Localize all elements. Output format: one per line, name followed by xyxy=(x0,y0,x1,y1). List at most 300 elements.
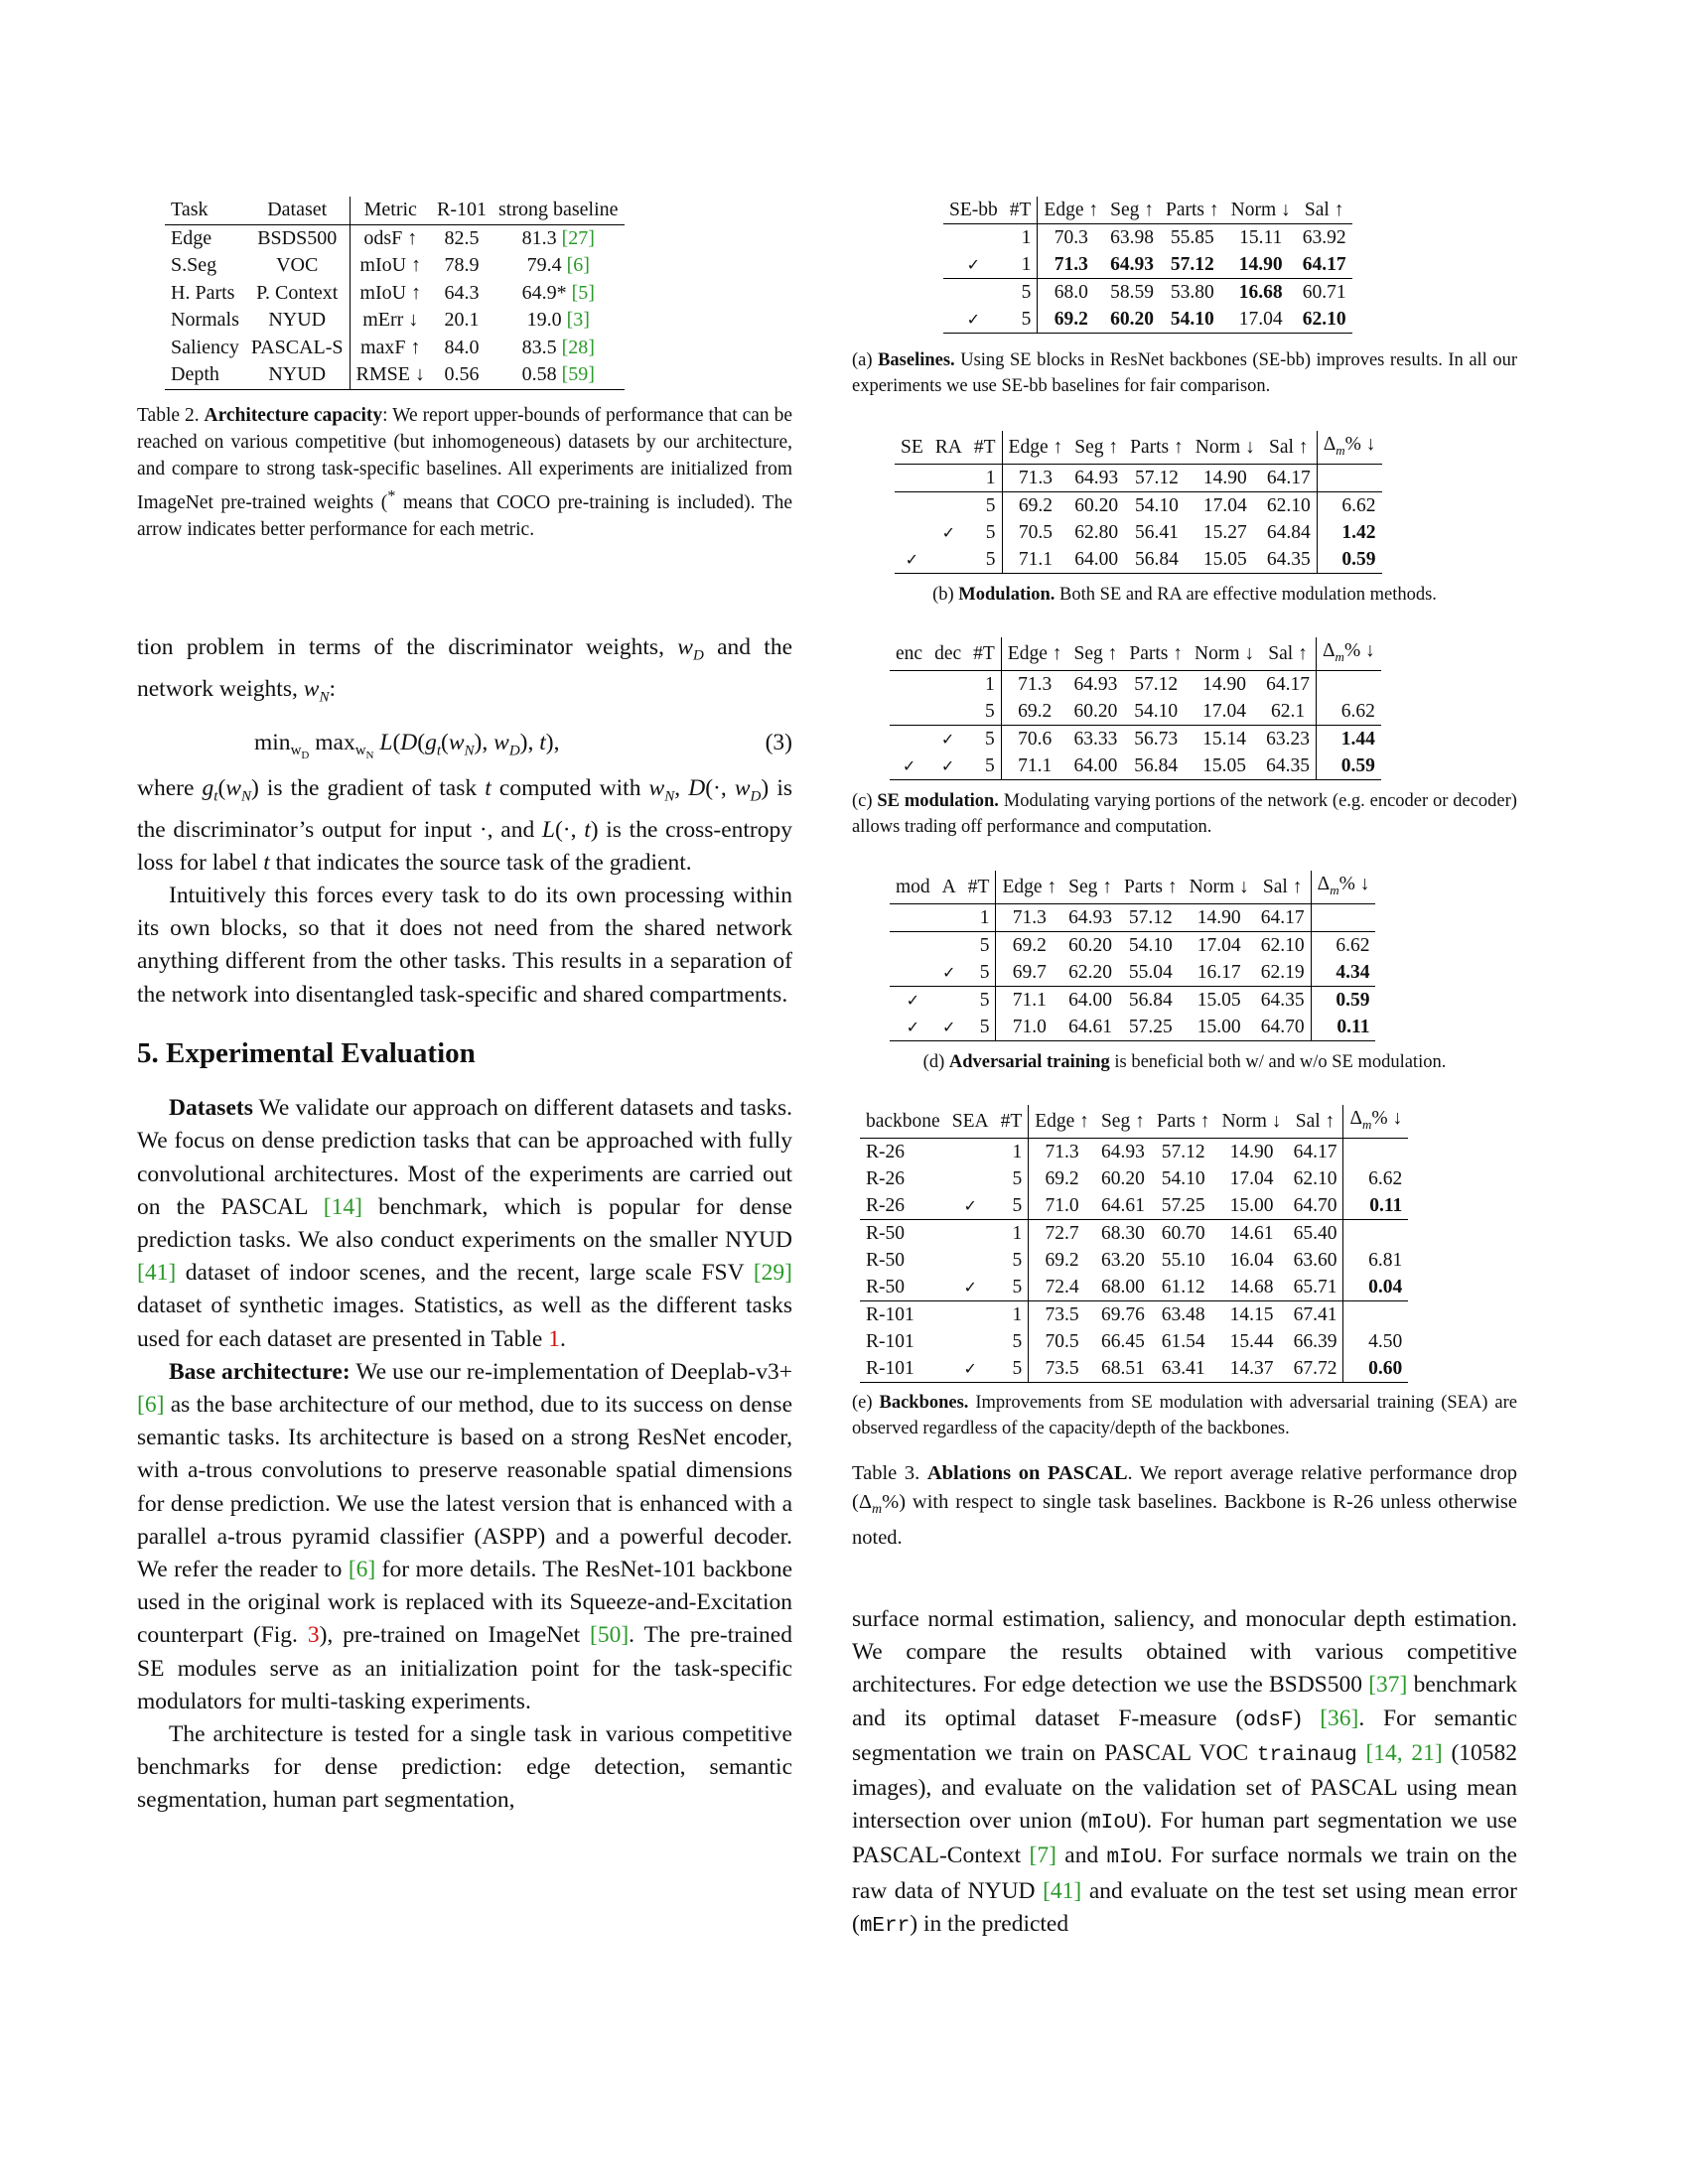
col-header: backbone xyxy=(860,1105,946,1138)
table-cell: 1 xyxy=(985,673,995,695)
table-cell: 17.04 xyxy=(1184,931,1255,959)
col-header: Sal ↑ xyxy=(1297,197,1352,224)
table-cell: 4.50 xyxy=(1343,1328,1408,1355)
table-row xyxy=(165,361,625,389)
table-row xyxy=(860,1138,1408,1165)
metric-name: mIoU xyxy=(1088,1812,1139,1836)
table-cell: 72.7 xyxy=(1029,1219,1095,1247)
table-cell: 72.4 xyxy=(1029,1274,1095,1301)
text-run: and xyxy=(1055,1843,1107,1869)
table-cell: 78.9 xyxy=(444,254,480,276)
table-row xyxy=(890,986,1375,1014)
table-cell xyxy=(936,986,962,1014)
table-cell xyxy=(928,698,967,726)
table-cell: 17.04 xyxy=(1225,306,1297,334)
table-cell xyxy=(929,546,968,574)
caption-bold: Backbones. xyxy=(879,1393,969,1413)
table-cell: 70.5 xyxy=(1002,519,1068,546)
paragraph-head: Datasets xyxy=(169,1095,253,1122)
col-header: #T xyxy=(962,871,996,903)
table-cell: R-50 xyxy=(866,1276,905,1297)
col-header: Sal ↑ xyxy=(1255,871,1311,903)
table-cell: 15.00 xyxy=(1184,1014,1255,1041)
table-cell: 54.10 xyxy=(1160,306,1225,334)
equation-3 xyxy=(137,715,792,772)
table-cell: 5 xyxy=(1004,279,1038,307)
table-cell: 6.81 xyxy=(1343,1247,1408,1274)
backbones-table xyxy=(860,1105,1408,1383)
col-header: SE xyxy=(895,431,929,464)
table-cell: 54.10 xyxy=(1134,700,1179,722)
col-header: Edge ↑ xyxy=(1029,1105,1095,1138)
table-cell: 0.04 xyxy=(1343,1274,1408,1301)
table-cell: Edge xyxy=(171,226,212,249)
datasets-paragraph xyxy=(137,1092,792,1356)
cell-value: 64.9* xyxy=(521,281,572,304)
check-icon: ✓ xyxy=(890,1014,936,1041)
table-row xyxy=(890,959,1375,987)
table-cell: 64.00 xyxy=(1068,546,1124,574)
table-cell xyxy=(936,903,962,931)
table-cell: 68.0 xyxy=(1038,279,1104,307)
table-cell: 64.00 xyxy=(1068,752,1124,780)
check-icon: ✓ xyxy=(941,522,956,542)
col-header: Edge ↑ xyxy=(1038,197,1104,224)
table-cell: 60.70 xyxy=(1151,1219,1216,1247)
table-cell xyxy=(492,252,625,280)
table-cell: R-50 xyxy=(860,1219,946,1247)
check-icon: ✓ xyxy=(890,752,928,780)
table-cell: 15.05 xyxy=(1190,546,1261,574)
table-cell xyxy=(890,931,936,959)
citation-link[interactable]: [37] xyxy=(1368,1672,1408,1699)
table-cell: 63.41 xyxy=(1151,1355,1216,1383)
text-run: surface normal estimation, saliency, and monocular depth estimation. We compare the results obtained with various competitive architectures. For edge detection we use the BSDS500 xyxy=(852,1606,1517,1699)
table-cell: 57.12 xyxy=(1124,464,1190,491)
table-row xyxy=(860,1355,1408,1383)
table-cell: 63.92 xyxy=(1302,227,1346,248)
table-cell: 54.10 xyxy=(1118,931,1184,959)
check-icon: ✓ xyxy=(890,986,936,1014)
col-header: Seg ↑ xyxy=(1068,431,1124,464)
table-cell: mIoU ↑ xyxy=(350,252,431,280)
table-cell xyxy=(492,361,625,389)
table-cell: 5 xyxy=(1004,306,1038,334)
table-cell: 5 xyxy=(967,725,1001,752)
check-icon: ✓ xyxy=(963,1277,977,1297)
table-cell xyxy=(895,464,929,491)
paragraph: tion problem in terms of the discriminator weights, $w_D$ and the network weights, $w_N$: xyxy=(137,634,792,706)
table-cell: 64.93 xyxy=(1110,254,1154,275)
table-row xyxy=(890,931,1375,959)
caption-bold: Modulation. xyxy=(958,585,1055,605)
table-cell: PASCAL-S xyxy=(250,336,344,358)
text-run: benchmark, which is popular for dense prediction tasks. We also conduct experiments on the smaller NYUD xyxy=(137,1193,792,1253)
table-cell: 62.80 xyxy=(1074,521,1119,543)
table-cell: 1 xyxy=(995,1219,1029,1247)
table-cell xyxy=(890,725,928,752)
table-cell: 5 xyxy=(1012,1249,1023,1271)
table-cell: 4.34 xyxy=(1311,959,1375,987)
table-cell: 64.93 xyxy=(1068,464,1124,491)
table-cell: 5 xyxy=(962,986,996,1014)
table-cell: NYUD xyxy=(245,361,350,389)
paragraph: Intuitively this forces every task to do its own processing within its own blocks, so that it does not need from the shared network anything different from the other tasks. This results in a separation of the network into disentangled task-specific and shared compartments. xyxy=(137,883,792,1008)
table-cell: 6.62 xyxy=(1311,931,1375,959)
cell-value: 83.5 xyxy=(521,336,562,358)
table-cell xyxy=(492,224,625,252)
caption-bold: Baselines. xyxy=(878,350,955,370)
table-cell: 64.93 xyxy=(1100,1141,1145,1162)
table-cell: 71.3 xyxy=(1029,1138,1095,1165)
table-cell: R-50 xyxy=(866,1249,905,1271)
table-cell: 70.5 xyxy=(1029,1328,1095,1355)
table-cell: 15.11 xyxy=(1239,227,1283,248)
table-cell: 69.2 xyxy=(1029,1165,1095,1192)
citation-link[interactable]: [41] xyxy=(1043,1877,1082,1904)
col-header: Norm ↓ xyxy=(1189,637,1260,670)
table-row xyxy=(890,752,1381,780)
table-cell: 54.10 xyxy=(1134,494,1179,516)
cell-value: 19.0 xyxy=(526,309,567,331)
table-cell: 65.71 xyxy=(1293,1276,1337,1297)
table-cell: 71.1 xyxy=(996,986,1062,1014)
table-cell: 1 xyxy=(979,906,990,928)
architecture-capacity-table xyxy=(165,197,625,390)
col-header: Norm ↓ xyxy=(1190,431,1261,464)
table-cell: 1 xyxy=(1012,1141,1023,1162)
table-cell: 14.90 xyxy=(1229,1141,1274,1162)
caption-text: : We report upper-bounds of performance that can be reached on various competitive (but inhomogeneous) datasets by our architecture, and compare to strong task-specific baselines. All experiments are initialized from ImageNet pre-trained weights (* means that COCO pre-training is included). The arrow indicates better performance for each metric. xyxy=(137,405,793,540)
col-header: #T xyxy=(967,637,1001,670)
table-cell: 5 xyxy=(995,1355,1029,1383)
table-cell: 15.05 xyxy=(1184,986,1255,1014)
table-cell: 71.1 xyxy=(1002,546,1068,574)
table-row xyxy=(890,1014,1375,1041)
caption-text: Improvements from SE modulation with adversarial training (SEA) are observed regardless of the capacity/depth of the backbones. xyxy=(852,1393,1517,1438)
table-cell: 71.3 xyxy=(996,903,1062,931)
table-2-caption xyxy=(137,402,792,543)
table-cell: 6.62 xyxy=(1343,1165,1408,1192)
table-cell: 16.17 xyxy=(1196,961,1241,983)
caption-label: (a) xyxy=(852,350,879,370)
table-3b xyxy=(895,431,1382,574)
citation-link[interactable]: [50] xyxy=(590,1622,630,1649)
table-cell xyxy=(1343,1138,1408,1165)
cell-value: 81.3 xyxy=(521,226,562,249)
citation-link[interactable]: [6] xyxy=(348,1556,376,1582)
table-cell: Normals xyxy=(171,309,239,331)
table-row xyxy=(895,519,1382,546)
table-3d xyxy=(890,871,1375,1041)
paragraph-head: Base architecture: xyxy=(169,1358,351,1385)
table-cell: VOC xyxy=(276,254,319,276)
table-cell: 67.41 xyxy=(1288,1300,1343,1328)
text-run: We use our re-implementation of Deeplab-v3+ xyxy=(350,1358,792,1385)
text-run: ). For human part segmentation we use PASCAL-Context xyxy=(852,1808,1517,1869)
table-cell: R-101 xyxy=(860,1355,946,1383)
check-icon: ✓ xyxy=(946,1355,995,1383)
table-cell xyxy=(929,491,968,519)
col-header: Parts ↑ xyxy=(1151,1105,1216,1138)
caption-bold: Ablations on PASCAL xyxy=(926,1462,1128,1484)
table-cell: 6.62 xyxy=(1317,491,1381,519)
table-cell xyxy=(946,1247,995,1274)
table-2 xyxy=(165,197,625,390)
table-cell xyxy=(492,280,625,308)
table-cell: 5 xyxy=(1012,1194,1023,1216)
col-header: $\Delta_m\%$ ↓ xyxy=(1317,637,1381,670)
table-cell: 64.93 xyxy=(1073,673,1118,695)
base-architecture-paragraph xyxy=(137,1356,792,1718)
right-body-text xyxy=(852,1603,1517,1943)
table-cell: 5 xyxy=(962,931,996,959)
table-cell: R-101 xyxy=(860,1300,946,1328)
text-run: . For surface normals we train on the raw data of NYUD xyxy=(852,1843,1517,1904)
table-row xyxy=(860,1274,1408,1301)
table-cell: 69.2 xyxy=(1029,1247,1095,1274)
citation-link[interactable]: [6] xyxy=(566,254,590,276)
table-cell: 0.56 xyxy=(431,361,492,389)
table-row xyxy=(890,698,1381,726)
equation-number: (3) xyxy=(765,729,792,755)
citation-link[interactable]: [41] xyxy=(137,1260,177,1287)
table-cell: 68.00 xyxy=(1100,1276,1145,1297)
table-cell: 14.15 xyxy=(1215,1300,1287,1328)
table-cell: 14.90 xyxy=(1196,906,1241,928)
citation-link[interactable]: [59] xyxy=(561,363,595,385)
table-cell: R-26 xyxy=(866,1141,905,1162)
check-icon: ✓ xyxy=(966,255,981,274)
col-header: Task xyxy=(165,197,245,224)
table-row xyxy=(895,464,1382,491)
table-row xyxy=(860,1192,1408,1220)
table-cell: 66.39 xyxy=(1293,1330,1337,1352)
table-cell: 64.61 xyxy=(1062,1014,1118,1041)
left-body-text xyxy=(137,631,792,1818)
table-cell: 14.68 xyxy=(1229,1276,1274,1297)
table-cell: 69.2 xyxy=(1002,491,1068,519)
se-modulation-table xyxy=(890,637,1381,780)
table-3a xyxy=(943,197,1352,334)
table-cell: 55.85 xyxy=(1170,227,1214,248)
table-cell: 82.5 xyxy=(444,226,480,249)
table-cell: 63.60 xyxy=(1293,1249,1337,1271)
table-row xyxy=(860,1328,1408,1355)
citation-link[interactable]: [6] xyxy=(137,1391,165,1418)
table-cell: mIoU ↑ xyxy=(350,280,431,308)
table-cell: H. Parts xyxy=(171,281,235,304)
table-cell: 66.45 xyxy=(1100,1330,1145,1352)
table-cell: 5 xyxy=(1012,1167,1023,1189)
table-cell: 0.11 xyxy=(1311,1014,1375,1041)
table-cell: 55.04 xyxy=(1128,961,1173,983)
col-header: Edge ↑ xyxy=(996,871,1062,903)
col-header: #T xyxy=(995,1105,1029,1138)
table-cell: 63.33 xyxy=(1068,725,1124,752)
table-cell: R-26 xyxy=(866,1167,905,1189)
col-header: SE-bb xyxy=(943,197,1004,224)
table-cell xyxy=(946,1219,995,1247)
table-cell: 69.2 xyxy=(1001,698,1067,726)
table-cell: 5 xyxy=(985,521,996,543)
table-cell: 62.1 xyxy=(1271,700,1306,722)
table-cell: 14.90 xyxy=(1238,254,1283,275)
table-cell: 15.27 xyxy=(1202,521,1247,543)
caption-label: (d) xyxy=(922,1052,949,1072)
text-run: (10582 images), and evaluate on the validation set of PASCAL using mean intersection over union ( xyxy=(852,1739,1518,1835)
table-cell: 60.20 xyxy=(1062,931,1118,959)
table-cell: 56.73 xyxy=(1123,725,1189,752)
table-cell: 5 xyxy=(962,1014,996,1041)
table-cell xyxy=(1317,464,1381,491)
col-header: Norm ↓ xyxy=(1215,1105,1287,1138)
citation-link[interactable]: [36] xyxy=(1320,1705,1359,1731)
metric-name: mIoU xyxy=(1106,1846,1157,1870)
table-row xyxy=(165,280,625,308)
caption-bold: Architecture capacity xyxy=(204,405,383,426)
table-cell: 0.60 xyxy=(1343,1355,1408,1383)
check-icon: ✓ xyxy=(928,725,967,752)
table-cell xyxy=(943,279,1004,307)
table-cell xyxy=(890,670,928,698)
table-cell: 62.19 xyxy=(1260,961,1305,983)
col-header: Seg ↑ xyxy=(1062,871,1118,903)
table-cell: 14.90 xyxy=(1190,464,1261,491)
table-cell: 56.84 xyxy=(1118,986,1184,1014)
caption-text: . We report average relative performance drop $(\Delta_m\%)$ with respect to single task baselines. Backbone is R-26 unless otherwise noted. xyxy=(852,1462,1517,1550)
col-header: enc xyxy=(890,637,928,670)
table-cell: 64.00 xyxy=(1062,986,1118,1014)
table-row xyxy=(165,335,625,362)
table-cell: 62.10 xyxy=(1255,931,1311,959)
table-cell: 68.30 xyxy=(1095,1219,1151,1247)
table-3c-caption xyxy=(852,788,1517,840)
check-icon: ✓ xyxy=(963,1195,977,1215)
col-header: #T xyxy=(1004,197,1038,224)
check-icon: ✓ xyxy=(895,546,929,574)
table-row xyxy=(890,725,1381,752)
table-3e xyxy=(860,1105,1408,1383)
col-header: strong baseline xyxy=(492,197,625,224)
col-header: Sal ↑ xyxy=(1288,1105,1343,1138)
table-cell xyxy=(946,1300,995,1328)
figure-reference-link[interactable]: 3 xyxy=(307,1622,320,1649)
table-cell: 54.10 xyxy=(1161,1167,1205,1189)
table-cell: R-26 xyxy=(866,1194,905,1216)
table-cell: 64.93 xyxy=(1068,906,1113,928)
citation-link[interactable]: [27] xyxy=(561,226,595,249)
table-cell: 71.3 xyxy=(1001,670,1067,698)
table-cell xyxy=(929,464,968,491)
table-cell: 14.90 xyxy=(1202,673,1246,695)
text-run: dataset of indoor scenes, and the recent, large scale FSV xyxy=(176,1260,754,1287)
table-reference-link[interactable]: 1 xyxy=(548,1325,560,1352)
check-icon: ✓ xyxy=(928,752,967,780)
table-cell: 67.72 xyxy=(1288,1355,1343,1383)
check-icon: ✓ xyxy=(936,1014,962,1041)
table-header-row xyxy=(165,197,625,224)
table-cell: 5 xyxy=(968,546,1002,574)
cell-value: 79.4 xyxy=(526,254,567,276)
col-header: Seg ↑ xyxy=(1104,197,1160,224)
table-cell: 61.54 xyxy=(1161,1330,1205,1352)
check-icon: ✓ xyxy=(942,962,956,982)
citation-link[interactable]: [5] xyxy=(571,281,595,304)
table-cell: 57.12 xyxy=(1128,906,1173,928)
text-run: for more details. The ResNet-101 backbone used in the original work is replaced with its Squeeze-and-Excitation counterpart (Fig. xyxy=(137,1556,792,1649)
table-row xyxy=(165,307,625,335)
citation-link[interactable]: [14] xyxy=(323,1193,362,1220)
table-cell: 63.23 xyxy=(1260,725,1316,752)
table-cell xyxy=(928,670,967,698)
table-3-caption xyxy=(852,1459,1517,1553)
table-cell xyxy=(890,959,936,987)
table-cell: 1.44 xyxy=(1317,725,1381,752)
col-header: Parts ↑ xyxy=(1124,431,1190,464)
text-run: and evaluate on the test set using mean error ( xyxy=(852,1877,1518,1937)
col-header: SEA xyxy=(946,1105,995,1138)
table-cell: 60.20 xyxy=(1104,306,1160,334)
table-cell: 55.10 xyxy=(1161,1249,1205,1271)
text-run: ) xyxy=(1293,1705,1321,1731)
table-cell: 17.04 xyxy=(1202,700,1246,722)
citation-link[interactable]: [3] xyxy=(566,309,590,331)
table-cell: Saliency xyxy=(171,336,239,358)
citation-link[interactable]: [29] xyxy=(753,1260,792,1287)
table-row xyxy=(165,252,625,280)
col-header: Dataset xyxy=(245,197,350,224)
table-cell xyxy=(946,1328,995,1355)
table-row xyxy=(890,903,1375,931)
col-header: dec xyxy=(928,637,967,670)
table-cell: 60.20 xyxy=(1100,1167,1145,1189)
table-cell: 73.5 xyxy=(1029,1355,1095,1383)
col-header: $\Delta_m\%$ ↓ xyxy=(1343,1105,1408,1138)
citation-link[interactable]: [7] xyxy=(1029,1843,1056,1869)
text-run: ) in the predicted xyxy=(910,1910,1069,1937)
table-cell: 64.35 xyxy=(1255,986,1311,1014)
table-row xyxy=(895,491,1382,519)
table-cell: 16.68 xyxy=(1225,279,1297,307)
table-cell xyxy=(492,335,625,362)
table-cell: 60.71 xyxy=(1297,279,1352,307)
table-cell: 70.3 xyxy=(1038,224,1104,252)
text-run: as the base architecture of our method, due to its success on dense semantic tasks. Its architecture is based on a strong ResNet encoder, with a-trous convolutions to preserve reasonable spatial dimensions for dense prediction. We use the latest version that is enhanced with a parallel a-trous pyramid classifier (ASPP) and a powerful decoder. We refer the reader to xyxy=(137,1391,792,1582)
table-cell: 64.35 xyxy=(1260,752,1316,780)
table-3b-caption xyxy=(852,582,1517,608)
text-run: ), pre-trained on ImageNet xyxy=(319,1622,591,1649)
check-icon: ✓ xyxy=(943,306,1004,334)
table-cell xyxy=(943,224,1004,252)
table-cell: 65.40 xyxy=(1288,1219,1343,1247)
col-header: Norm ↓ xyxy=(1184,871,1255,903)
equation: $\min_{w_D} \max_{w_N} L(D(g_t(w_N)$, $w_D$), t), xyxy=(254,729,560,762)
citation-link[interactable]: [14, 21] xyxy=(1365,1739,1443,1766)
table-cell xyxy=(1343,1300,1408,1328)
table-row xyxy=(943,306,1352,334)
table-cell: 0.59 xyxy=(1311,986,1375,1014)
baselines-table xyxy=(943,197,1352,334)
table-cell xyxy=(890,903,936,931)
table-cell: 5 xyxy=(979,961,990,983)
table-row xyxy=(860,1165,1408,1192)
table-cell xyxy=(946,1138,995,1165)
citation-link[interactable]: [28] xyxy=(561,336,595,358)
table-cell: 57.12 xyxy=(1161,1141,1205,1162)
table-cell: 63.20 xyxy=(1100,1249,1145,1271)
col-header: #T xyxy=(968,431,1002,464)
